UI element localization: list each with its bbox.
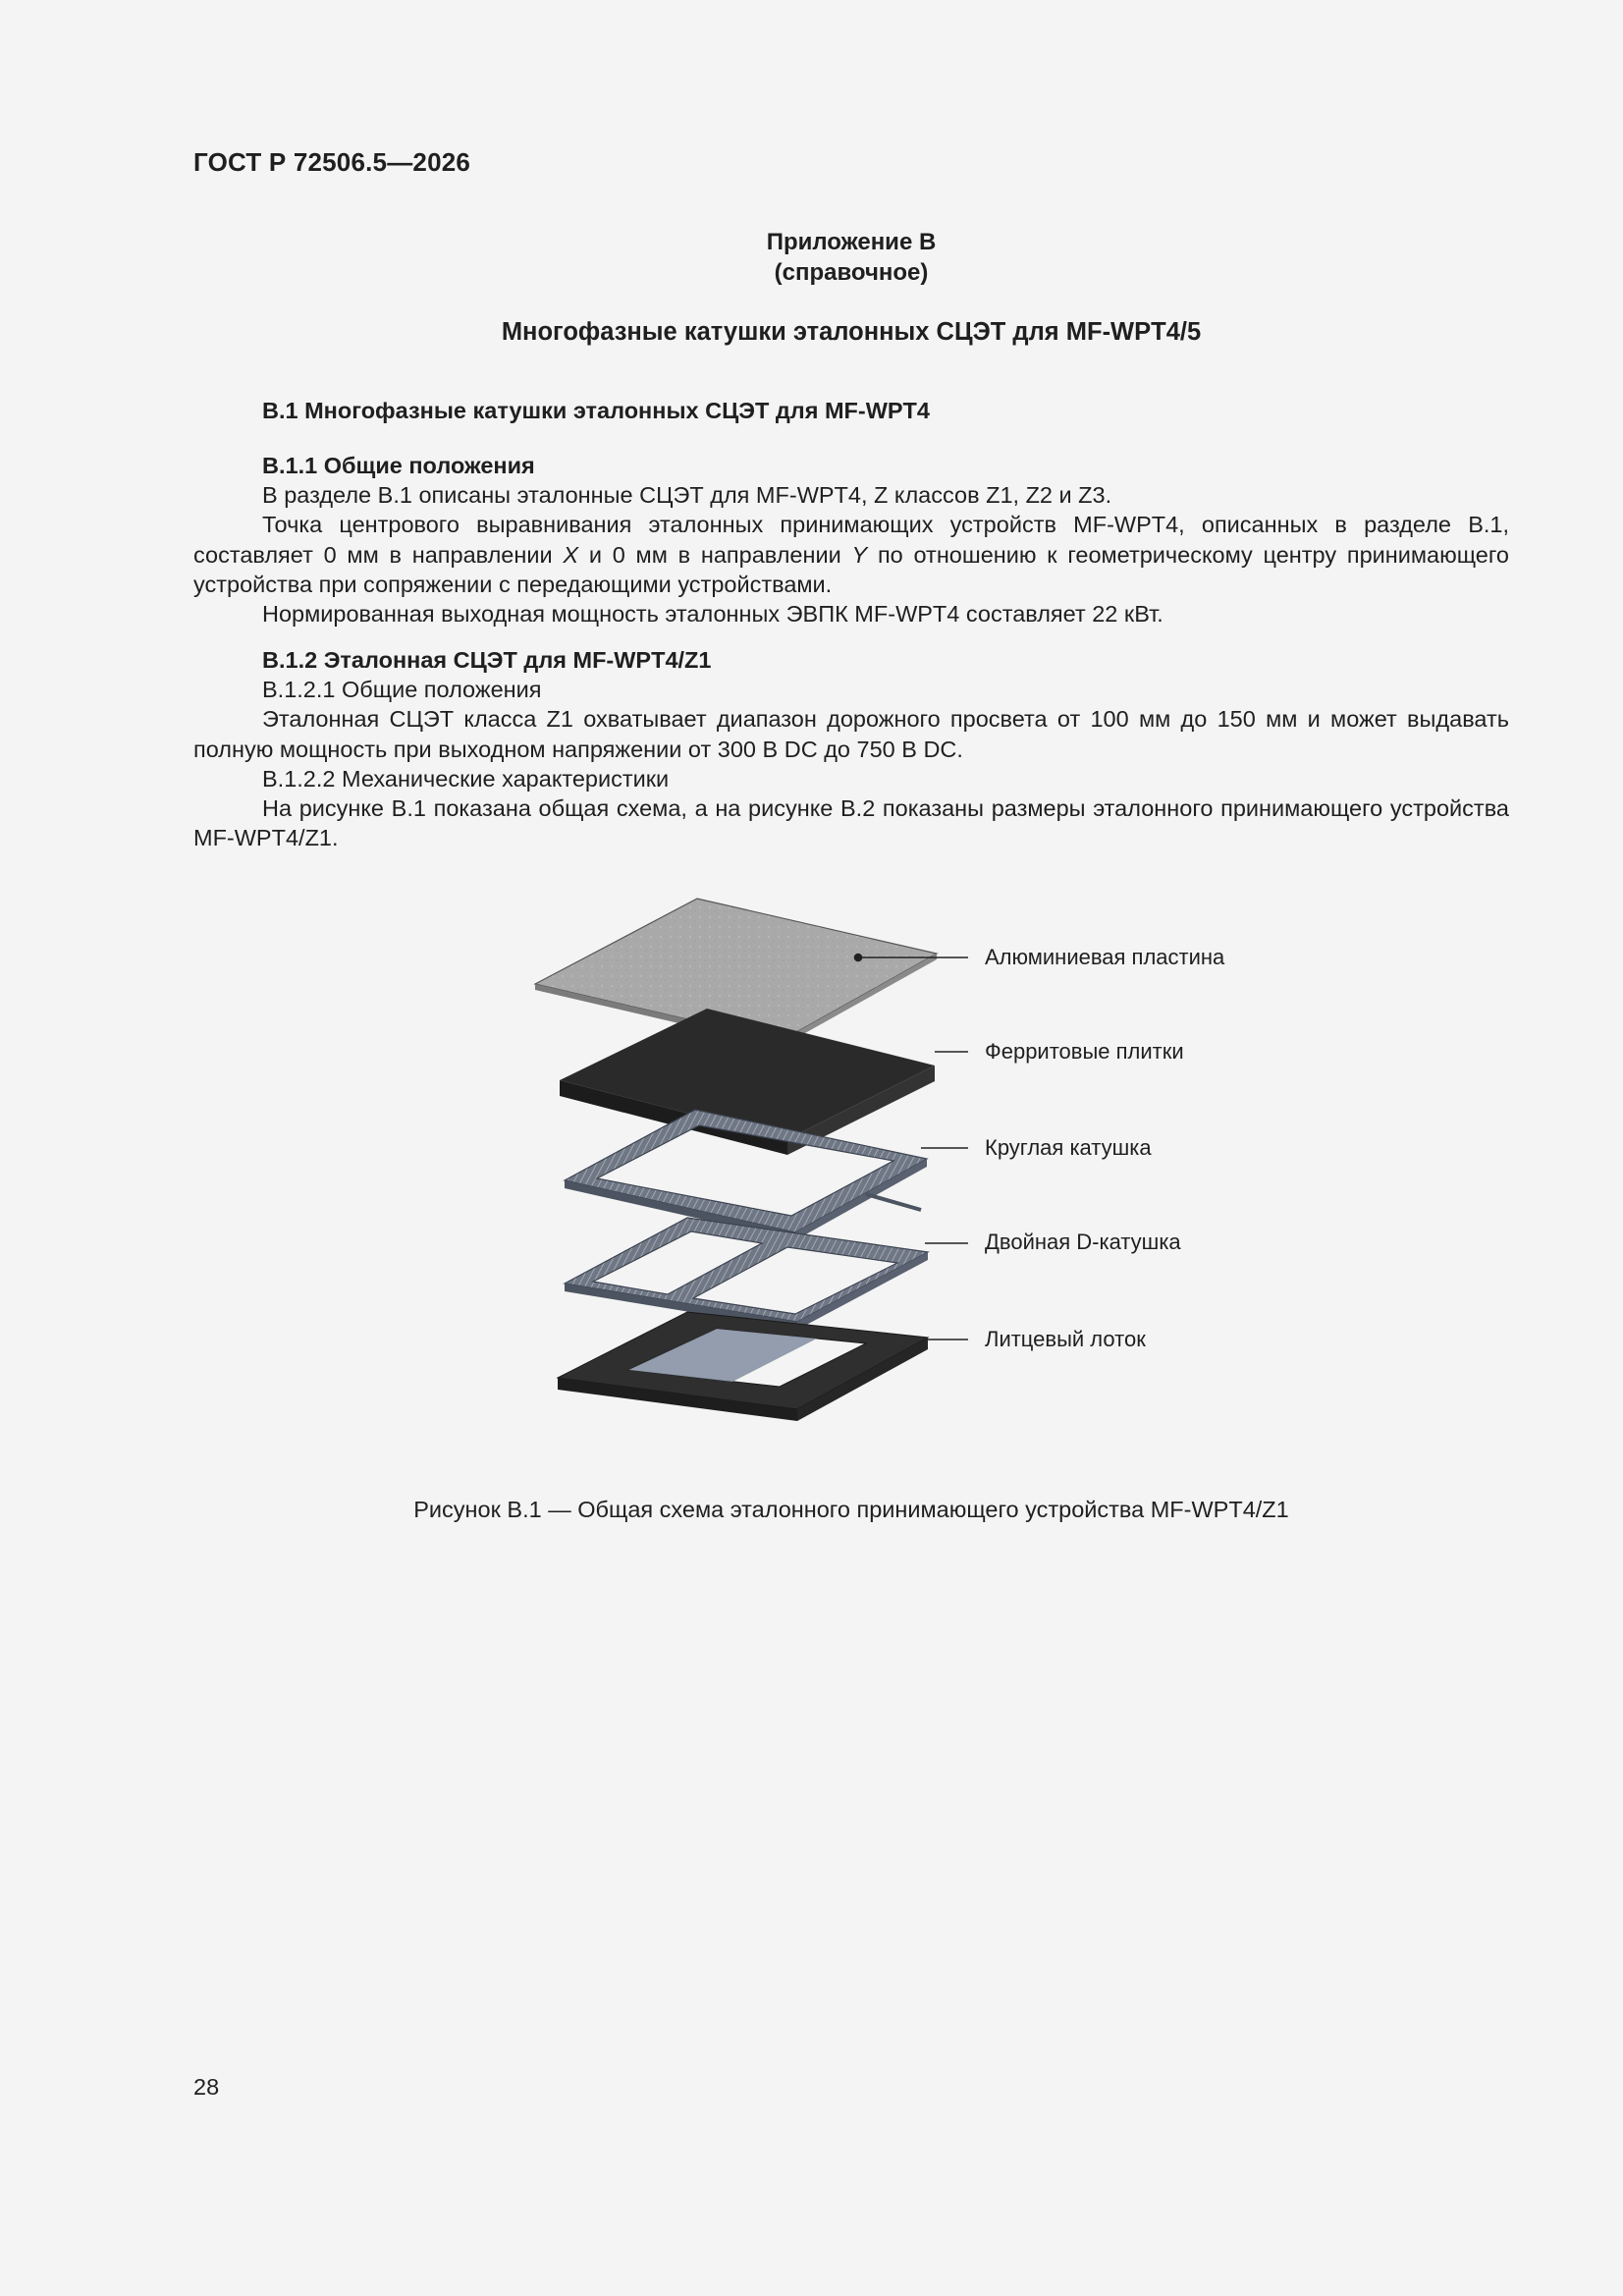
appendix-subtitle: (справочное) [774, 259, 929, 286]
paragraph-alignment [193, 510, 1509, 599]
section-b11 [193, 451, 1509, 629]
main-title: Многофазные катушки эталонных СЦЭТ для MF-WPT4/5 [501, 318, 1202, 346]
document-code: ГОСТ Р 72506.5—2026 [193, 147, 471, 177]
section-b1 [193, 396, 1509, 425]
section-b12 [193, 645, 1509, 852]
page-number: 28 [193, 2074, 220, 2100]
paragraph: Нормированная выходная мощность эталонных ЭВПК MF-WPT4 составляет 22 кВт. [262, 601, 1163, 628]
axis-x: X [563, 541, 579, 568]
text-run: и 0 мм в направлении [578, 541, 852, 568]
section-b12-heading: В.1.2 Эталонная СЦЭТ для MF-WPT4/Z1 [262, 647, 712, 673]
label-double-d-coil: Двойная D-катушка [985, 1230, 1181, 1254]
litz-tray [558, 1312, 928, 1421]
subsection-heading: В.1.2.2 Механические характеристики [262, 765, 670, 792]
label-ferrite-tiles: Ферритовые плитки [985, 1039, 1184, 1064]
section-b1-heading: В.1 Многофазные катушки эталонных СЦЭТ для MF-WPT4 [262, 398, 930, 423]
label-aluminum-plate: Алюминиевая пластина [985, 945, 1225, 969]
figure-b1 [530, 874, 1276, 1453]
label-circular-coil: Круглая катушка [985, 1135, 1152, 1160]
text-run: по отношению к геометрическому центру принимающего устройства при сопряжении с передающими устройствами. [193, 541, 1509, 597]
paragraph: В разделе В.1 описаны эталонные СЦЭТ для MF-WPT4, Z классов Z1, Z2 и Z3. [262, 482, 1112, 509]
paragraph: На рисунке В.1 показана общая схема, а на рисунке В.2 показаны размеры эталонного принимающего устройства MF-WPT4/Z1. [193, 795, 1509, 851]
appendix-title: Приложение В [766, 229, 937, 255]
text-run: Точка центрового выравнивания эталонных принимающих устройств MF-WPT4, описанных в разделе В.1, составляет 0 мм в направлении [193, 512, 1509, 568]
figure-caption: Рисунок В.1 — Общая схема эталонного принимающего устройства MF-WPT4/Z1 [413, 1497, 1289, 1522]
double-d-coil [565, 1218, 928, 1330]
label-litz-tray: Литцевый лоток [985, 1327, 1146, 1351]
axis-y: Y [851, 541, 868, 568]
circular-coil [565, 1110, 927, 1240]
appendix-heading [193, 227, 1509, 288]
subsection-heading: В.1.2.1 Общие положения [262, 677, 542, 703]
paragraph: Эталонная СЦЭТ класса Z1 охватывает диапазон дорожного просвета от 100 мм до 150 мм и может выдавать полную мощность при выходном напряжении от 300 В DC до 750 В DC. [193, 706, 1509, 762]
section-b11-heading: В.1.1 Общие положения [262, 453, 535, 478]
